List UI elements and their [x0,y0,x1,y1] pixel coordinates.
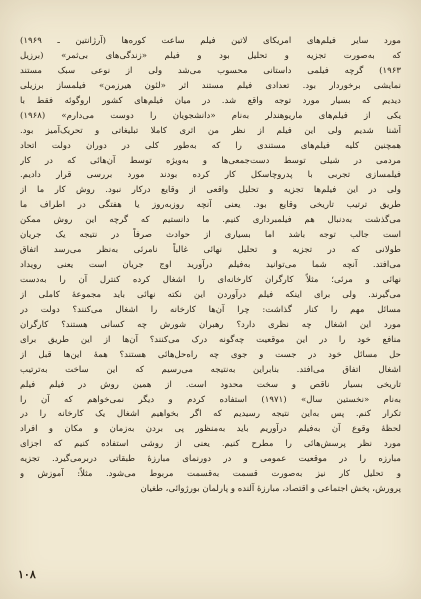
text-line: فیلمسازی تجربی با پدروچاسکل کار کرده بودند مورد بررسی قرار دادیم. [20,170,401,181]
text-line: طریق ترتیب تاریخی وقایع بود. یعنی آنچه روزبه‌روز یا هفتگی در اطراف ما [20,200,401,211]
text-line: و تحلیل کار نیز به‌صورت قسمت به‌قسمت مربوط می‌شود. مثلاً: آموزش و [20,469,401,480]
text-line: اشغال اتفاق می‌افتد. بنابراین به‌نتیجه می‌رسیم که این ساخت به‌ترتیب [20,364,401,375]
text-line: منافع خود را در این موقعیت چه‌گونه درک می‌کنند؟ آن‌ها از این طریق برای [20,334,401,345]
text-line: مورد سایر فیلم‌های امریکای لاتین فیلم ساعت کوره‌ها (آرژانتین ـ ۱۹۶۹) [20,36,401,46]
text-line: طولانی که در تجزیه و تحلیل نهائی غالباً نامرئی به‌نظر می‌رسد اتفاق [20,245,401,256]
text-line: نهائی و مرئی؛ مثلاً کارگران کارخانه‌ای را اشغال کرده کنترل آن را به‌دست [20,275,401,285]
text-line: است جالب توجه باشد اما بسیاری از حوادث صرفاً در نتیجه یک جریان [20,230,401,241]
text-line: مورد این اشغال چه نظری دارد؟ رهبران شورش چه کسانی هستند؟ کارگران [20,319,401,330]
text-line: ولی در این فیلم‌ها تجزیه و تحلیل واقعی از وقایع درکار نبود. روش کار ما از [20,185,401,196]
text-line: دیدیم که بسیار مورد توجه واقع شد. در میان فیلم‌های کشور اروگوئه فقط با [20,95,401,106]
text-line: می‌گیرند. ولی برای اینکه فیلم درآوردن این نکته نهائی باید مجموعهٔ کاملی از [20,289,401,300]
page-number: ۱۰۸ [18,568,36,581]
text-line: پرورش، پخش اجتماعی و اقتصاد، مبارزهٔ آلنده و پارلمان بورژوائی، طغیان [140,484,401,495]
text-line: یکی از فیلم‌های ماریوهندلر به‌نام «دانشجویان را دوست می‌دارم» (۱۹۶۸) [20,110,401,121]
text-line: مورد نظر پرسش‌هائی را مطرح کنیم. یعنی از روشی استفاده کنیم که اجزای [20,439,401,450]
body-text [20,34,401,497]
text-line: لحظهٔ وقوع آن به‌فیلم درآوریم باید به‌منظور پی بردن به‌زمان و مکان و افراد [20,424,401,435]
text-line: تاریخی بسیار ناقص و سخت محدود است. از همین روش در فیلم فیلم [20,379,401,390]
text-line: می‌افتد. آنچه شما می‌توانید به‌فیلم درآورید اوج جریان است یعنی رویداد [20,260,401,271]
text-line: مردمی در شیلی توسط دست‌جمعی‌ها و به‌ویژه توسط آن‌هائی که در کار [20,155,401,166]
text-line: آشنا شدیم ولی این فیلم از نظر من اثری کاملا تبلیغاتی و تحریک‌آمیز بود. [20,125,401,136]
text-line: می‌گذشت به‌دنبال هم فیلمبرداری کنیم. ما دانستیم که گرچه این روش ممکن [20,215,401,226]
text-line: که به‌صورت تجزیه و تحلیل بود و فیلم «زندگی‌های بی‌ثمر» (برزیل [20,50,401,61]
text-line: مسائل مهم را کنار گذاشت: چرا آن‌ها کارخانه را اشغال می‌کنند؟ دولت در [20,304,401,315]
text-line: ۱۹۶۳) گرچه فیلمی داستانی محسوب می‌شد ولی از نوعی سبک مستند [20,65,401,76]
text-line: همچنین کلیه فیلم‌های مستندی را که به‌طور کلی در دوران دولت اتحاد [20,140,401,151]
text-line: نمایشی برخوردار بود. تعدادی فیلم مستند اثر «لئون هیرزمن» فیلمساز برزیلی [20,80,401,91]
text-line: مبارزه را در موقعیت عمومی و در دورنمای مبارزهٔ طبقاتی دربرمی‌گیرد. تجزیه [20,454,401,465]
text-line: تکرار کنم. پس به‌این نتیجه رسیدیم که اگر بخواهیم اشغال یک کارخانه را در [20,409,401,420]
text-line: به‌نام «نخستین سال» (۱۹۷۱) استفاده کردم و دیگر نمی‌خواهم که آن را [20,394,401,405]
text-line: حل مسائل خود در جست و جوی چه راه‌حل‌هائی هستند؟ همهٔ این‌ها قبل از [20,349,401,360]
